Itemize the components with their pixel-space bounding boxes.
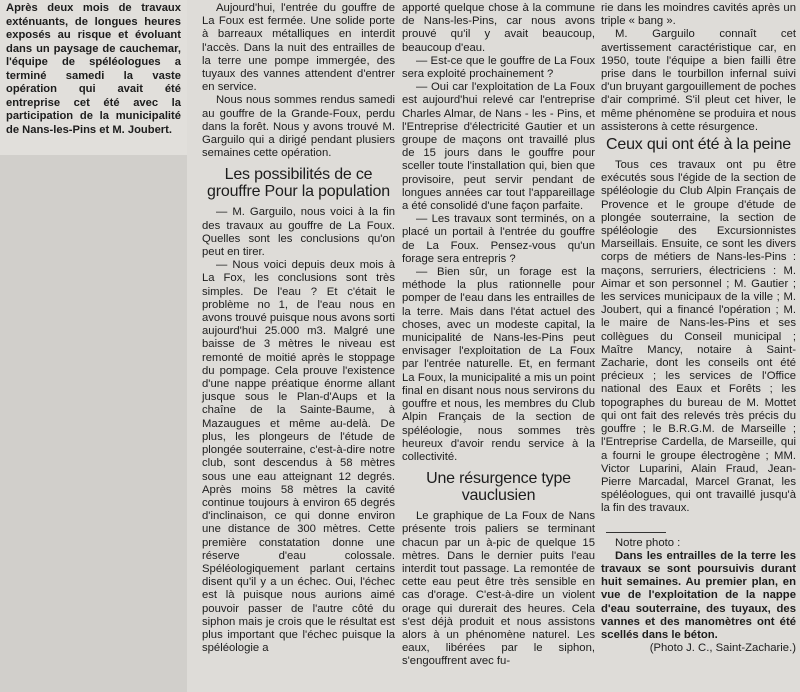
lead-paragraph: Après deux mois de travaux exténuants, de longues heures exposés au risque et évoluant dans un paysage de cauchemar, l'équipe de spéléologues a terminé samedi la vaste opération qui avait été entreprise cet été avec la participation de la municipalité de Nans-les-Pins et M. Joubert. bbox=[0, 0, 187, 155]
subheadline-possibilities: Les possibilités de ce grouffre Pour la population bbox=[207, 166, 390, 201]
blank-area bbox=[0, 155, 187, 692]
paragraph: — Nous voici depuis deux mois à La Fox, les conclusions sont très simples. De l'eau ? Et c'était le problème no 1, de l'eau nous en avons trouvé puisque nous avons sorti aujourd'hui 25.000 m3. Malgré une baisse de 3 mètres le niveau est remonté de moitié après le stoppage du pompage. Cela prouve l'existence d'une nappe préatique énorme allant jusque sous le Plan-d'Aups et la chaîne de la Sainte-Baume, à Mazaugues et même au-delà. De plus, les plongeurs de l'étude de plongée souterraine, c'est-à-dire notre club, sont descendus à 58 mètres sous une eau atteignant 12 degrés. Après moins 58 mètres la cavité continue toujours à environ 65 degrés d'inclinaison, ce qui donne environ une distance de 300 mètres. Cette première constatation donne une réserve d'eau colossale. Spéléologiquement parlant certains disent qu'il y a un échec. Oui, l'échec est là puisque nous aurions aimé pouvoir passer de l'autre côté du siphon mais je crois que le résultat est plus important que l'échec puisque la spéléologie a bbox=[202, 259, 395, 655]
paragraph: rie dans les moindres cavités après un triple « bang ». bbox=[601, 2, 796, 28]
article-column-1 bbox=[202, 2, 395, 655]
paragraph: — Les travaux sont terminés, on a placé un portail à l'entrée du gouffre de La Foux. Pensez-vous qu'un forage sera entrepris ? bbox=[402, 213, 595, 265]
article-column-2 bbox=[402, 2, 595, 669]
paragraph: Nous nous sommes rendus samedi au gouffre de la Grande-Foux, perdu dans la forêt. Nous y avons trouvé M. Garguilo qui a dirigé pendant plusiers semaines cette opération. bbox=[202, 94, 395, 160]
separator-rule bbox=[606, 532, 666, 533]
paragraph: Aujourd'hui, l'entrée du gouffre de La Foux est fermée. Une solide porte à barreaux métalliques en interdit l'accès. Dans la nuit des entrailles de la terre une pompe immergée, des tuyaux des vannes attendent d'entrer en service. bbox=[202, 2, 395, 94]
paragraph: apporté quelque chose à la commune de Nans-les-Pins, car nous avons prouvé qu'il y avait beaucoup, beaucoup d'eau. bbox=[402, 2, 595, 54]
paragraph: — M. Garguilo, nous voici à la fin des travaux au gouffre de La Foux. Quelles sont les conclusions qu'on peut en tirer. bbox=[202, 206, 395, 259]
photo-caption: Dans les entrailles de la terre les travaux se sont poursuivis durant huit semaines. Au premier plan, en vue de l'exploitation de la nappe d'eau souterraine, des tuyaux, des vannes et des manomètres ont été scellés dans le béton. bbox=[601, 549, 796, 641]
paragraph: Le graphique de La Foux de Nans présente trois paliers se terminant chacun par un à-pic de quelque 15 mètres. Dans le dernier puits l'eau interdit tout passage. La remontée de cette eau peut être très sensible en cas d'orage. C'est-à-dire un violent orage qui durerait des heures. Cela s'est déjà produit et nous assistons alors à un phénomène naturel. Les eaux, libérées par le siphon, s'engouffrent avec fu- bbox=[402, 510, 595, 668]
paragraph: Tous ces travaux ont pu être exécutés sous l'égide de la section de spéléologie du Club Alpin Français de Provence et le groupe d'étude de plongée souterraine, la section de spéléologie des Excursionnistes Marseillais. Ensuite, ce sont les divers corps de métiers de Nans-les-Pins : maçons, serruriers, électriciens : M. Aimar et son personnel ; M. Gautier ; les services municipaux de la ville ; M. Joubert, qui a financé l'opération ; M. le maire de Nans-les-Pins et ses collègues du Conseil municipal ; Maître Mancy, notaire à Saint-Zacharie, dont les conseils ont été précieux ; les services de l'Office national des Eaux et Forêts ; les topographes du bureau de M. Mottet qui ont fait des relevés très précis du gouffre ; le B.R.G.M. de Marseille ; l'Entreprise Cardella, de Marseille, qui a fourni le groupe électrogène ; MM. Victor Luparini, Alain Fraud, Jean-Pierre Marcadal, Marcel Granat, les spéléologues, qui ont travaillé jusqu'à la fin des travaux. bbox=[601, 159, 796, 515]
paragraph: — Est-ce que le gouffre de La Foux sera exploité prochainement ? bbox=[402, 54, 595, 81]
photo-caption-intro: Notre photo : bbox=[615, 536, 681, 549]
subheadline-credits: Ceux qui ont été à la peine bbox=[606, 136, 791, 154]
paragraph: M. Garguilo connaît cet avertissement caractéristique car, en 1950, toute l'équipe a bien failli être prise dans le tourbillon infernal suivi d'un bruyant gargouillement de poches d'air comprimé. S'il pleut cet hiver, le même phénomène se produira et nous assisterons à cette résurgence. bbox=[601, 28, 796, 133]
photo-credit: (Photo J. C., Saint-Zacharie.) bbox=[649, 642, 796, 655]
paragraph: — Bien sûr, un forage est la méthode la plus rationnelle pour pomper de l'eau dans les entrailles de la terre. Mais dans l'état actuel des choses, avec un modeste capital, la municipalité de Nans-les-Pins peut envisager l'exploitation de La Foux par l'entrée naturelle. Et, en fermant La Foux, la municipalité a mis un point final en disant nous nous servirons du gouffre et nous, les membres du Club Alpin Français de la section de spéléologie, nous sommes très heureux d'avoir rendu service à la collectivité. bbox=[402, 266, 595, 463]
subheadline-resurgence: Une résurgence type vauclusien bbox=[426, 470, 571, 505]
article-column-3 bbox=[601, 2, 796, 655]
paragraph: — Oui car l'exploitation de La Foux est aujourd'hui relevé car l'entreprise Charles Almar, de Nans - les - Pins, et l'Entreprise d'électricité Gautier et un groupe de maçons ont travaillé plus de 15 jours dans le gouffre pour sceller toute l'installation qui, bien que provisoire, peut servir pendant de longues années car tout l'appareillage a été consolidé d'une façon parfaite. bbox=[402, 81, 595, 213]
